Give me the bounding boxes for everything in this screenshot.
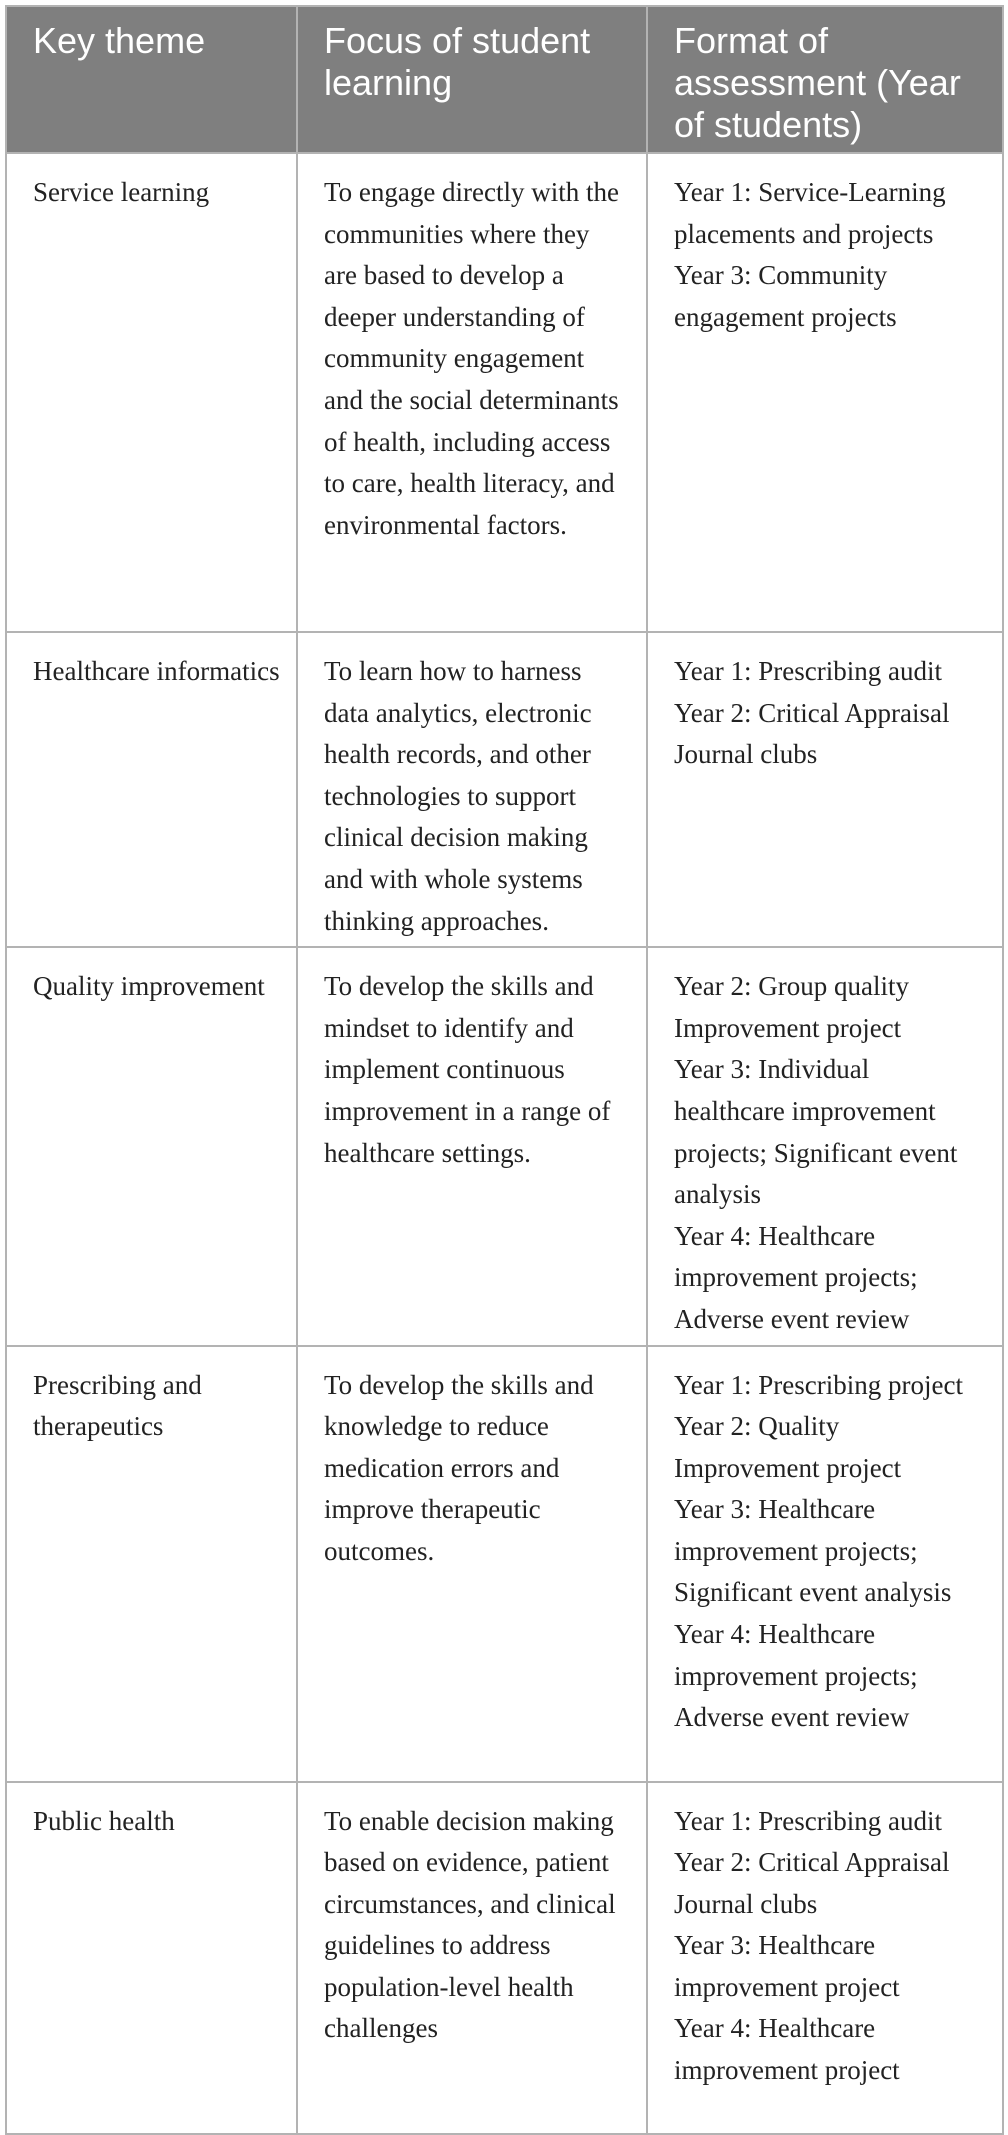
header-focus-of-learning: Focus of student learning (297, 6, 647, 153)
focus-cell: To engage directly with the communities where they are based to develop a deeper understanding of community engagement and the social determinants of health, including access to care, health literacy, and environmental factors. (297, 153, 647, 632)
table-row (6, 947, 1003, 1345)
curriculum-table (5, 5, 1004, 2135)
assessment-line: Year 3: Healthcare improvement projects; Significant event analysis (674, 1494, 952, 1608)
focus-cell: To develop the skills and mindset to identify and implement continuous improvement in a range of healthcare settings. (297, 947, 647, 1345)
assessment-cell (647, 1346, 1003, 1782)
assessment-line: Year 3: Healthcare improvement project (674, 1930, 900, 2002)
header-key-theme: Key theme (6, 6, 297, 153)
table-row (6, 1346, 1003, 1782)
key-theme-cell: Service learning (6, 153, 297, 632)
assessment-cell (647, 632, 1003, 947)
assessment-line: Year 1: Prescribing audit (674, 1805, 942, 1836)
assessment-line: Year 1: Prescribing audit (674, 656, 942, 686)
assessment-cell (647, 1782, 1003, 2134)
key-theme-cell: Public health (6, 1782, 297, 2134)
assessment-line: Year 4: Healthcare improvement project (674, 2013, 900, 2086)
focus-cell: To learn how to harness data analytics, electronic health records, and other technologies to support clinical decision making and with whole systems thinking approaches. (297, 632, 647, 947)
focus-cell: To enable decision making based on evidence, patient circumstances, and clinical guidelines to address population-level health challenges (297, 1782, 647, 2134)
key-theme-cell: Prescribing and therapeutics (6, 1346, 297, 1782)
assessment-line: Year 4: Healthcare improvement projects; Adverse event review (674, 1619, 918, 1733)
assessment-line: Year 4: Healthcare improvement projects; Adverse event review (674, 1220, 918, 1334)
assessment-cell (647, 153, 1003, 632)
table-row (6, 1782, 1003, 2134)
assessment-line: Year 3: Community engagement projects (674, 260, 897, 332)
assessment-line: Year 2: Critical Appraisal Journal clubs (674, 697, 950, 770)
key-theme-cell: Quality improvement (6, 947, 297, 1345)
assessment-cell (647, 947, 1003, 1345)
header-format-of-assessment: Format of assessment (Year of students) (647, 6, 1003, 153)
assessment-line: Year 2: Group quality Improvement project (674, 971, 909, 1043)
assessment-line: Year 1: Prescribing project (674, 1369, 963, 1400)
assessment-line: Year 2: Quality Improvement project (674, 1411, 902, 1483)
assessment-line: Year 2: Critical Appraisal Journal clubs (674, 1847, 950, 1919)
table-row (6, 153, 1003, 632)
key-theme-cell: Healthcare informatics (6, 632, 297, 947)
assessment-line: Year 3: Individual healthcare improvement projects; Significant event analysis (674, 1054, 958, 1210)
header-row (6, 6, 1003, 153)
table-row (6, 632, 1003, 947)
assessment-line: Year 1: Service-Learning placements and projects (674, 177, 946, 249)
focus-cell: To develop the skills and knowledge to reduce medication errors and improve therapeutic outcomes. (297, 1346, 647, 1782)
